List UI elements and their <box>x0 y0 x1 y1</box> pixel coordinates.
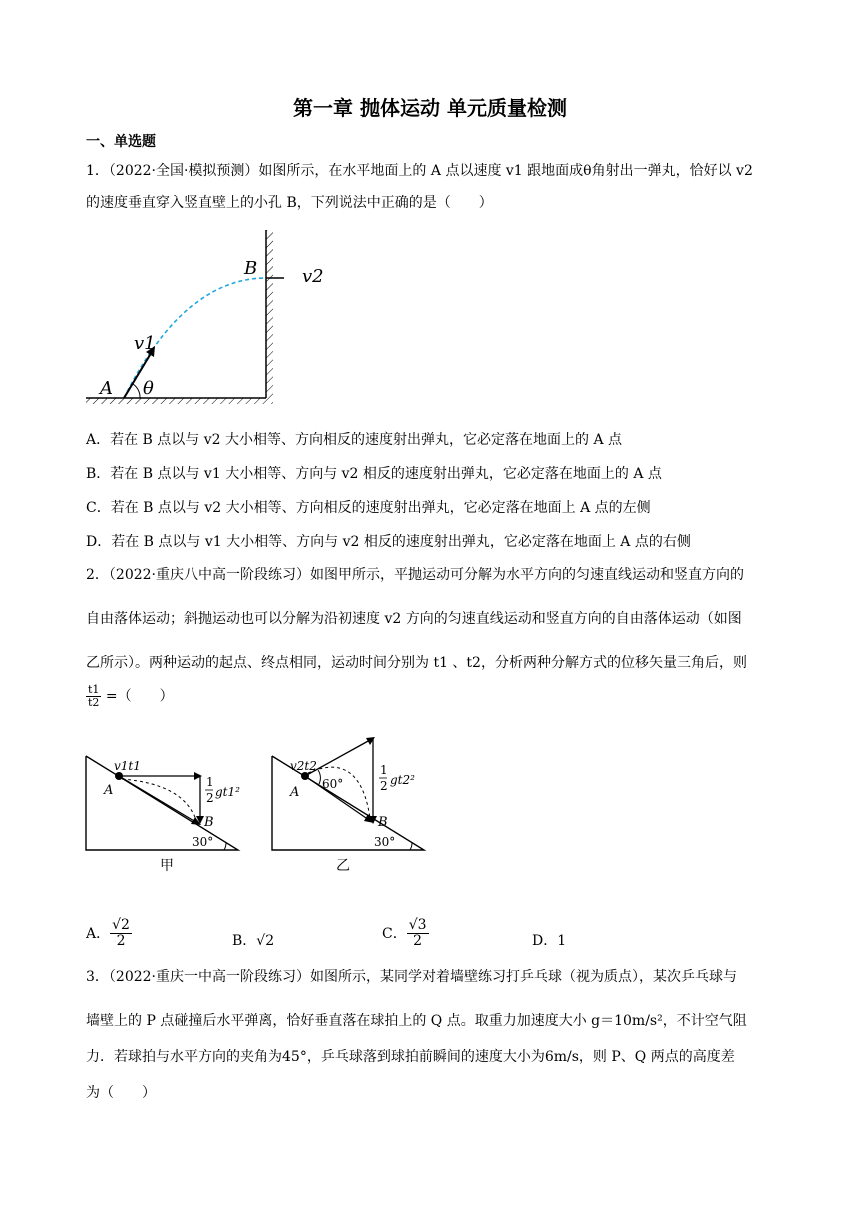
label-v2: v2 <box>302 266 324 287</box>
svg-text:1: 1 <box>380 763 388 777</box>
q3-stem-line2: 墙壁上的 P 点碰撞后水平弹离，恰好垂直落在球拍上的 Q 点。取重力加速度大小 g＝10m/s²，不计空气阻 <box>86 1013 747 1029</box>
q3-stem-line1: 3．（2022·重庆一中高一阶段练习）如图所示，某同学对着墙壁练习打乒乓球（视为质点），某次乒乓球与 <box>86 969 737 985</box>
q2-stem-line3: 乙所示）。两种运动的起点、终点相同，运动时间分别为 t1 、t2，分析两种分解方式的位移矢量三角后，则 <box>86 655 747 671</box>
q2-stem-line1: 2．（2022·重庆八中高一阶段练习）如图甲所示，平抛运动可分解为水平方向的匀速直线运动和竖直方向的 <box>86 567 744 583</box>
label-theta: θ <box>143 378 154 399</box>
q1-stem-line2: 的速度垂直穿入竖直壁上的小孔 B，下列说法中正确的是（ ） <box>86 195 493 211</box>
svg-text:30°: 30° <box>374 835 396 849</box>
svg-text:1: 1 <box>206 775 214 789</box>
q2-option-a: A． $\frac{√2}{2}$ <box>86 917 130 950</box>
q2-stem-line2: 自由落体运动；斜抛运动也可以分解为沿初速度 v2 方向的匀速直线运动和竖直方向的自由落体运动（如图 <box>86 611 742 627</box>
section-heading: 一、单选题 <box>86 134 156 150</box>
q1-option-d: D．若在 B 点以与 v1 大小相等、方向与 v2 相反的速度射出弹丸，它必定落在地面上 A 点的右侧 <box>86 534 691 550</box>
svg-text:gt2²: gt2² <box>390 773 415 787</box>
svg-text:v2t2: v2t2 <box>290 759 317 773</box>
q1-option-b: B．若在 B 点以与 v1 大小相等、方向与 v2 相反的速度射出弹丸，它必定落在地面上的 A 点 <box>86 466 662 482</box>
q2-figure-yi-main <box>270 700 440 876</box>
svg-text:B: B <box>204 815 214 830</box>
svg-text:30°: 30° <box>192 835 214 849</box>
label-v1: v1 <box>134 333 156 354</box>
svg-text:2: 2 <box>206 791 214 805</box>
svg-text:A: A <box>290 785 300 800</box>
svg-text:gt1²: gt1² <box>215 785 240 799</box>
q1-figure <box>84 226 284 412</box>
q2-option-b: B．√2 <box>232 933 275 949</box>
svg-text:甲: 甲 <box>160 858 174 874</box>
label-B: B <box>244 258 258 279</box>
q3-stem-line4: 为（ ） <box>86 1085 156 1101</box>
label-A: A <box>100 378 113 399</box>
q2-option-d: D．1 <box>532 933 567 949</box>
svg-text:v1t1: v1t1 <box>114 759 141 773</box>
ground-hatch <box>86 398 266 404</box>
q2-ratio: $\frac{t1}{t2}$ =（ ） <box>88 683 174 710</box>
q1-stem-line1: 1．（2022·全国·模拟预测）如图所示，在水平地面上的 A 点以速度 v1 跟地面成θ角射出一弹丸，恰好以 v2 <box>86 163 753 179</box>
q1-option-c: C．若在 B 点以与 v2 大小相等、方向相反的速度射出弹丸，它必定落在地面上 A 点的左侧 <box>86 500 651 516</box>
svg-text:B: B <box>378 815 388 830</box>
theta-arc <box>133 384 140 398</box>
q2-option-c: C． $\frac{√3}{2}$ <box>382 917 427 950</box>
page-title: 第一章 抛体运动 单元质量检测 <box>293 96 567 120</box>
q1-option-a: A．若在 B 点以与 v2 大小相等、方向相反的速度射出弹丸，它必定落在地面上的 A 点 <box>86 432 623 448</box>
svg-text:2: 2 <box>380 779 388 793</box>
svg-text:60°: 60° <box>322 777 344 791</box>
q2-figure-jia <box>84 754 246 874</box>
svg-text:乙: 乙 <box>336 858 350 874</box>
q3-stem-line3: 力．若球拍与水平方向的夹角为45°，乒乓球落到球拍前瞬间的速度大小为6m/s，则 P、Q 两点的高度差 <box>86 1049 735 1065</box>
svg-text:A: A <box>104 783 114 798</box>
wall-hatch <box>266 230 273 404</box>
